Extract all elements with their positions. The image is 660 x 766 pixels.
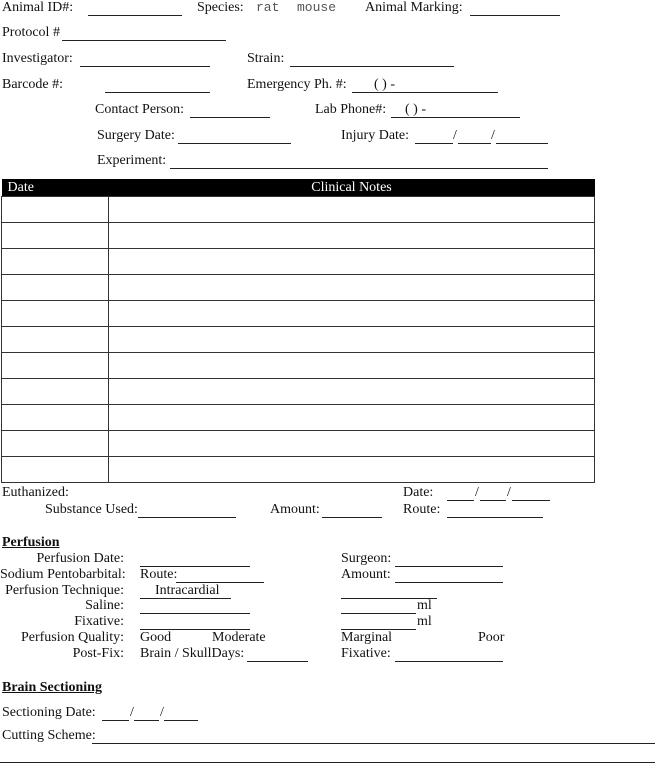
animal-id-field[interactable] [88,0,182,16]
post-fix-fixative-field[interactable] [395,646,503,662]
date-cell[interactable] [2,301,109,327]
barcode-label: Barcode #: [2,77,64,92]
protocol-field[interactable] [62,25,226,41]
animal-marking-label: Animal Marking: [365,0,463,15]
surgeon-label: Surgeon: [341,551,392,566]
euthanized-label: Euthanized: [2,485,69,500]
table-row [2,301,595,327]
fixative-field[interactable] [140,614,250,630]
date-separator: / [475,485,479,500]
investigator-label: Investigator: [2,51,73,66]
saline-ml-unit: ml [417,598,432,613]
barcode-field[interactable] [105,77,210,93]
clinical-notes-cell[interactable] [109,457,595,483]
date-cell[interactable] [2,275,109,301]
animal-id-label: Animal ID#: [2,0,74,15]
emergency-phone-field[interactable] [352,77,498,93]
date-separator: / [491,128,495,143]
brain-sectioning-heading: Brain Sectioning [2,680,102,695]
protocol-label: Protocol # [2,25,60,40]
date-cell[interactable] [2,405,109,431]
date-separator: / [130,705,134,720]
surgery-date-label: Surgery Date: [97,128,175,143]
perfusion-heading: Perfusion [2,535,60,550]
fixative-ml-field[interactable] [341,614,416,630]
injury-date-day[interactable] [458,128,491,144]
experiment-label: Experiment: [97,153,167,168]
sectioning-date-month[interactable] [102,705,129,721]
contact-person-label: Contact Person: [95,102,185,117]
clinical-notes-cell[interactable] [109,249,595,275]
quality-option-poor[interactable]: Poor [478,630,505,645]
perfusion-date-field[interactable] [140,551,250,567]
clinical-notes-cell[interactable] [109,301,595,327]
date-cell[interactable] [2,353,109,379]
perfusion-technique-field[interactable] [140,583,231,599]
clinical-notes-cell[interactable] [109,379,595,405]
surgery-date-field[interactable] [178,128,291,144]
clinical-notes-table [1,179,595,483]
euthanasia-date-month[interactable] [447,485,474,501]
contact-person-field[interactable] [190,102,270,118]
fixative-ml-unit: ml [417,614,432,629]
column-header-clinical-notes: Clinical Notes [109,179,595,197]
lab-phone-field[interactable] [391,102,520,118]
euthanasia-route-label: Route: [403,502,441,517]
species-option-mouse[interactable]: mouse [297,0,337,15]
date-cell[interactable] [2,431,109,457]
fixative-label: Fixative: [74,614,124,629]
clinical-notes-cell[interactable] [109,223,595,249]
species-label: Species: [197,0,244,15]
quality-option-good[interactable]: Good [140,630,172,645]
table-row [2,353,595,379]
euthanasia-date-label: Date: [403,485,434,500]
substance-used-field[interactable] [138,502,236,518]
post-fix-fixative-label: Fixative: [341,646,391,661]
clinical-notes-cell[interactable] [109,353,595,379]
animal-marking-field[interactable] [470,0,560,16]
date-separator: / [160,705,164,720]
pentobarbital-amount-label: Amount: [341,567,391,582]
substance-used-label: Substance Used: [45,502,138,517]
lab-phone-label: Lab Phone#: [315,102,387,117]
saline-field[interactable] [140,598,250,614]
pentobarbital-route-label: Route: [140,567,178,582]
saline-ml-field[interactable] [341,598,416,614]
injury-date-label: Injury Date: [341,128,410,143]
euthanasia-date-year[interactable] [512,485,550,501]
column-header-date: Date [2,179,109,197]
table-row [2,405,595,431]
sectioning-date-day[interactable] [134,705,159,721]
perfusion-technique-value: Intracardial [155,583,220,598]
date-separator: / [453,128,457,143]
species-option-rat[interactable]: rat [256,0,280,15]
saline-label: Saline: [85,598,124,613]
table-row [2,431,595,457]
table-row [2,223,595,249]
cutting-scheme-label: Cutting Scheme: [2,728,96,743]
surgeon-field[interactable] [395,551,503,567]
post-fix-days-field[interactable] [247,646,308,662]
clinical-notes-cell[interactable] [109,431,595,457]
table-row [2,197,595,223]
date-cell[interactable] [2,327,109,353]
date-separator: / [507,485,511,500]
clinical-notes-cell[interactable] [109,197,595,223]
phone-template: ( ) - [405,102,426,117]
euthanasia-date-day[interactable] [480,485,506,501]
strain-label: Strain: [247,51,285,66]
date-cell[interactable] [2,379,109,405]
sectioning-date-year[interactable] [164,705,198,721]
experiment-field[interactable] [170,153,548,169]
injury-date-year[interactable] [496,128,548,144]
date-cell[interactable] [2,197,109,223]
perfusion-date-label: Perfusion Date: [36,551,124,566]
pentobarbital-route-field[interactable] [176,567,264,583]
brain-skull-days-label: Brain / SkullDays: [140,646,245,661]
quality-option-marginal[interactable]: Marginal [341,630,393,645]
phone-template: ( ) - [374,77,395,92]
perfusion-technique-label: Perfusion Technique: [5,583,124,598]
table-row [2,275,595,301]
euthanasia-amount-field[interactable] [322,502,382,518]
table-row [2,327,595,353]
quality-option-moderate[interactable]: Moderate [212,630,266,645]
perfusion-technique-extra-field[interactable] [341,583,437,599]
injury-date-month[interactable] [415,128,453,144]
date-cell[interactable] [2,249,109,275]
emergency-phone-label: Emergency Ph. #: [247,77,347,92]
clinical-notes-cell[interactable] [109,275,595,301]
table-row [2,249,595,275]
sodium-pentobarbital-label: Sodium Pentobarbital: [0,567,126,582]
strain-field[interactable] [290,51,454,67]
euthanasia-route-field[interactable] [447,502,543,518]
pentobarbital-amount-field[interactable] [395,567,503,583]
clinical-notes-cell[interactable] [109,405,595,431]
sectioning-date-label: Sectioning Date: [2,705,96,720]
date-cell[interactable] [2,223,109,249]
table-row [2,379,595,405]
date-cell[interactable] [2,457,109,483]
perfusion-quality-label: Perfusion Quality: [20,630,124,645]
table-row [2,457,595,483]
cutting-scheme-field-line2[interactable] [0,747,655,763]
clinical-notes-cell[interactable] [109,327,595,353]
post-fix-label: Post-Fix: [72,646,124,661]
cutting-scheme-field[interactable] [92,728,655,744]
investigator-field[interactable] [80,51,210,67]
euthanasia-amount-label: Amount: [270,502,320,517]
